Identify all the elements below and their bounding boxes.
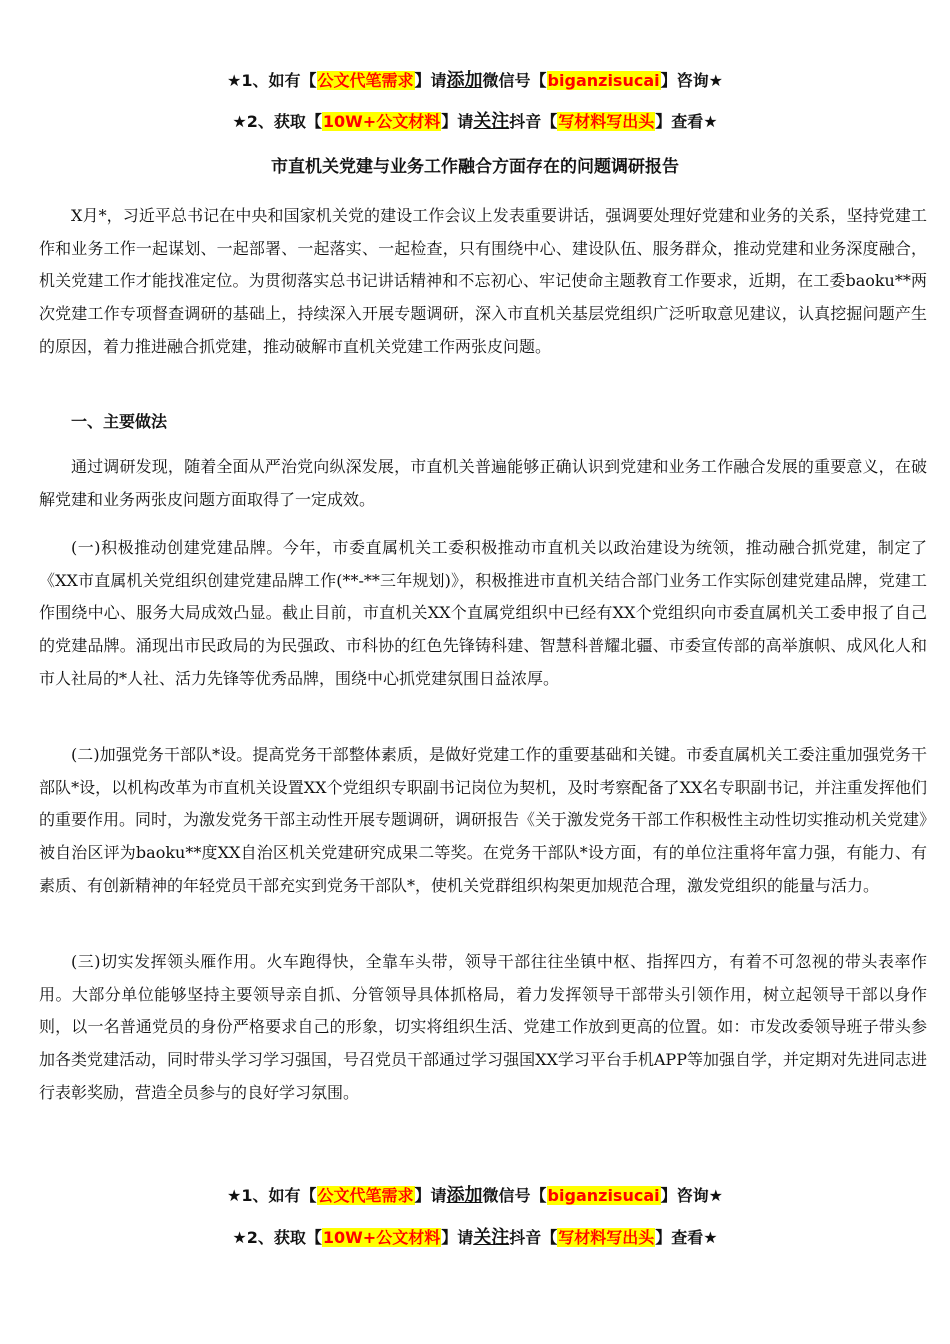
promo-highlight: 10W+公文材料 xyxy=(322,112,441,131)
promo-text: 】咨询★ xyxy=(660,1186,723,1205)
promo-text: 】查看★ xyxy=(655,1228,718,1247)
document-body xyxy=(39,200,927,364)
document-title: 市直机关党建与业务工作融合方面存在的问题调研报告 xyxy=(271,157,679,177)
promo-highlight: 写材料写出头 xyxy=(558,112,655,131)
section-intro-paragraph: 通过调研发现，随着全面从严治党向纵深发展，市直机关普遍能够正确认识到党建和业务工作融合发展的重要意义，在破解党建和业务两张皮问题方面取得了一定成效。 xyxy=(39,457,927,509)
intro-paragraph: X月*，习近平总书记在中央和国家机关党的建设工作会议上发表重要讲话，强调要处理好党建和业务的关系，坚持党建工作和业务工作一起谋划、一起部署、一起落实、一起检查，只有围绕中心、建设队伍、服务群众，推动党建和业务深度融合，机关党建工作才能找准定位。为贯彻落实总书记讲话精神和不忘初心、牢记使命主题教育工作要求，近期，在工委baoku**两次党建工作专项督查调研的基础上，持续深入开展专题调研，深入市直机关基层党组织广泛听取意见建议，认真挖掘问题产生的原因，着力推进融合抓党建，推动破解市直机关党建工作两张皮问题。 xyxy=(39,206,927,356)
promo-line-1-top xyxy=(0,70,950,92)
promo-text: 】咨询★ xyxy=(660,71,723,90)
promo-text: 微信号【 xyxy=(482,71,547,90)
promo-underline: 关注 xyxy=(473,1227,510,1248)
promo-text: 】请 xyxy=(441,1228,474,1247)
promo-text: 】查看★ xyxy=(655,112,718,131)
promo-highlight: biganzisucai xyxy=(547,1186,660,1205)
item-1-block xyxy=(39,532,927,696)
promo-text: 】请 xyxy=(414,71,447,90)
item-paragraph: (二)加强党务干部队*设。提高党务干部整体素质，是做好党建工作的重要基础和关键。市委直属机关工委注重加强党务干部队*设，以机构改革为市直机关设置XX个党组织专职副书记岗位为契机，及时考察配备了XX名专职副书记，并注重发挥他们的重要作用。同时，为激发党务干部主动性开展专题调研，调研报告《关于激发党务干部工作积极性主动性切实推动机关党建》被自治区评为baoku**度XX自治区机关党建研究成果二等奖。在党务干部队*设方面，有的单位注重将年富力强，有能力、有素质、有创新精神的年轻党员干部充实到党务干部队*，使机关党群组织构架更加规范合理，激发党组织的能量与活力。 xyxy=(39,745,928,895)
promo-text: ★2、获取【 xyxy=(232,112,322,131)
promo-text: 抖音【 xyxy=(509,1228,558,1247)
promo-line-1-bottom xyxy=(0,1185,950,1207)
promo-text: ★1、如有【 xyxy=(227,1186,317,1205)
item-paragraph: (三)切实发挥领头雁作用。火车跑得快，全靠车头带，领导干部往往坐镇中枢、指挥四方，有着不可忽视的带头表率作用。大部分单位能够坚持主要领导亲自抓、分管领导具体抓格局，着力发挥领导干部带头引领作用，树立起领导干部以身作则，以一名普通党员的身份严格要求自己的形象，切实将组织生活、党建工作放到更高的位置。如：市发改委领导班子带头参加各类党建活动，同时带头学习学习强国，号召党员干部通过学习强国XX学习平台手机APP等加强自学，并定期对先进同志进行表彰奖励，营造全员参与的良好学习氛围。 xyxy=(39,952,927,1102)
promo-text: 】请 xyxy=(441,112,474,131)
promo-text: 微信号【 xyxy=(482,1186,547,1205)
promo-underline: 添加 xyxy=(446,1185,483,1206)
promo-line-2-top xyxy=(0,111,950,133)
promo-text: 】请 xyxy=(414,1186,447,1205)
promo-text: 抖音【 xyxy=(509,112,558,131)
item-2-block xyxy=(39,739,927,903)
promo-highlight: 写材料写出头 xyxy=(558,1228,655,1247)
item-3-block xyxy=(39,946,927,1110)
promo-highlight: biganzisucai xyxy=(547,71,660,90)
item-paragraph: (一)积极推动创建党建品牌。今年，市委直属机关工委积极推动市直机关以政治建设为统领，推动融合抓党建，制定了《XX市直属机关党组织创建党建品牌工作(**-**三年规划)》，积极推进市直机关结合部门业务工作实际创建党建品牌，党建工作围绕中心、服务大局成效凸显。截止目前，市直机关XX个直属党组织中已经有XX个党组织向市委直属机关工委申报了自己的党建品牌。涌现出市民政局的为民强政、市科协的红色先锋铸科建、智慧科普耀北疆、市委宣传部的高举旗帜、成风化人和市人社局的*人社、活力先锋等优秀品牌，围绕中心抓党建氛围日益浓厚。 xyxy=(39,538,927,688)
promo-highlight: 10W+公文材料 xyxy=(322,1228,441,1247)
promo-text: ★1、如有【 xyxy=(227,71,317,90)
promo-highlight: 公文代笔需求 xyxy=(317,71,414,90)
promo-underline: 添加 xyxy=(446,70,483,91)
promo-highlight: 公文代笔需求 xyxy=(317,1186,414,1205)
section-1-intro-block xyxy=(39,451,927,516)
promo-line-2-bottom xyxy=(0,1227,950,1249)
promo-text: ★2、获取【 xyxy=(232,1228,322,1247)
section-1-heading-block xyxy=(39,407,927,437)
section-heading: 一、主要做法 xyxy=(71,412,168,431)
promo-underline: 关注 xyxy=(473,111,510,132)
